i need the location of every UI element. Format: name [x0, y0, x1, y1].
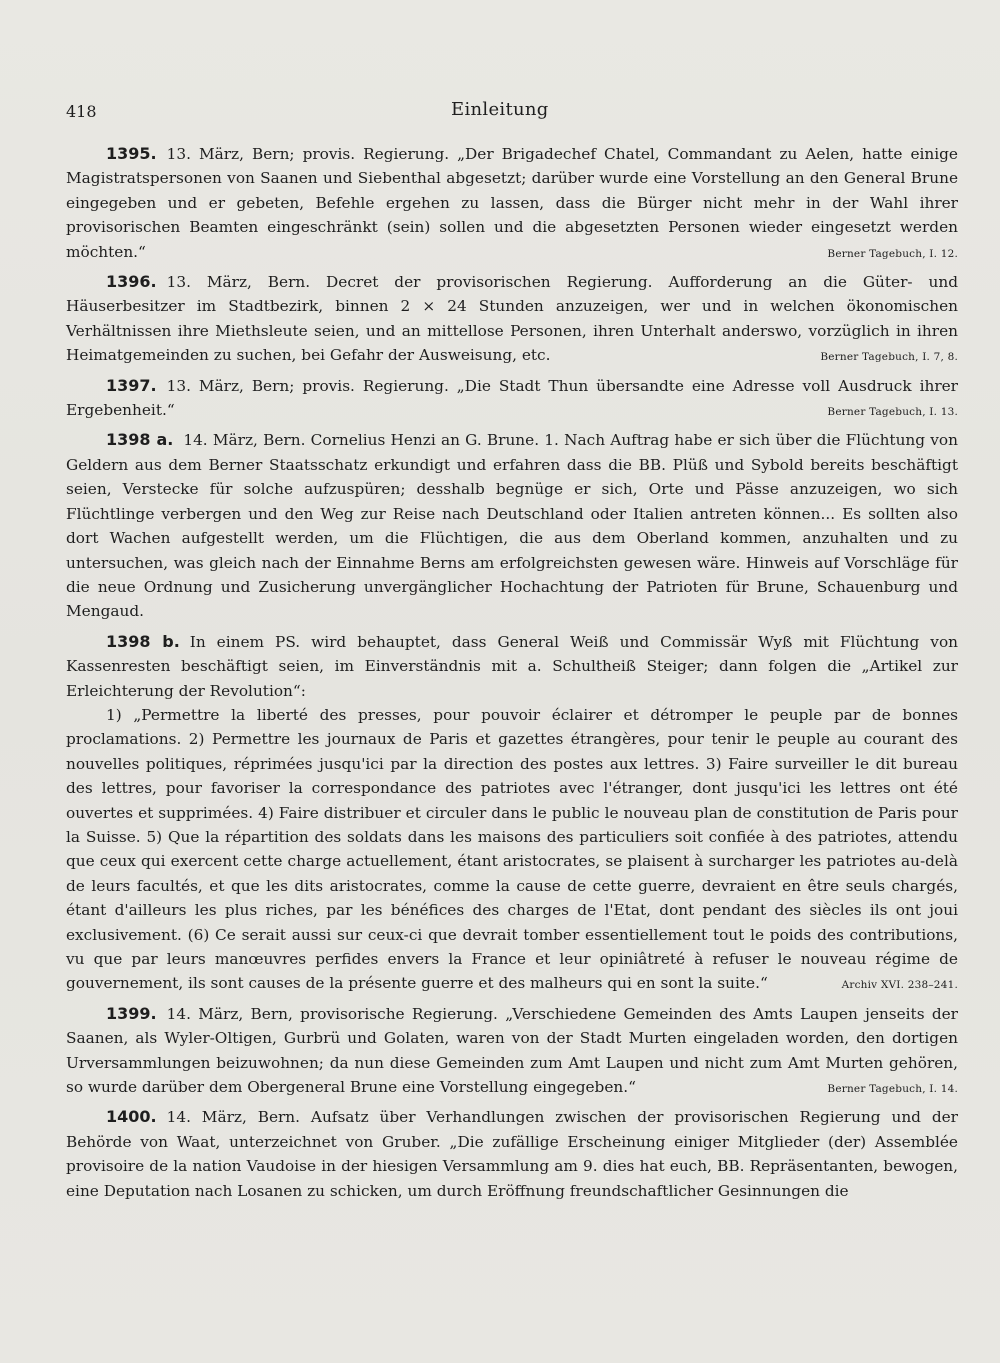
- entry-1396: [66, 270, 958, 368]
- entry-text: In einem PS. wird behauptet, dass General Weiß und Commissär Wyß mit Flüchtung von Kassenresten beschäftigt seien, im Einverständnis mit a. Schultheiß Steiger; dann folgen die „Artikel zur Erleichterung der Revolution“:: [66, 632, 958, 700]
- entry-text: 14. März, Bern. Aufsatz über Verhandlungen zwischen der provisorischen Regierung und der Behörde von Waat, unterzeichnet von Gruber. „Die zufällige Erscheinung einiger Mitglieder (der) Assemblée provisoire de la nation Vaudoise in der hiesigen Versammlung am 9. dies hat euch, BB. Repräsentanten, bewogen, eine Deputation nach Losanen zu schicken, um durch Eröffnung freundschaftlicher Gesinnungen die: [66, 1108, 958, 1200]
- entry-number: 1396.: [106, 272, 157, 292]
- entry-number: 1398 a.: [106, 430, 174, 450]
- page-content: [66, 142, 958, 1209]
- entry-text: 14. März, Bern. Cornelius Henzi an G. Brune. 1. Nach Auftrag habe er sich über die Flüchtung von Geldern aus dem Berner Staatsschatz erkundigt und erfahren dass die BB. Plüß und Sybold bereits beschäftigt seien, Verstecke für solche aufzuspüren; desshalb begnüge er sich, Orte und Pässe anzuzeigen, wo sich Flüchtlinge verbergen und den Weg zur Reise nach Deutschland oder Italien antreten können... Es sollten also dort Wachen aufgestellt werden, um die Flüchtigen, die aus dem Oberland kommen, anzuhalten und zu untersuchen, was gleich nach der Einnahme Berns am erfolgreichsten gewesen wäre. Hinweis auf Vorschläge für die neue Ordnung und Zusicherung unvergänglicher Hochachtung der Patrioten für Brune, Schauenburg und Mengaud.: [66, 431, 958, 621]
- articles-source: Archiv XVI. 238–241.: [841, 979, 958, 992]
- entry-1399: [66, 1002, 958, 1100]
- revolution-articles: [66, 703, 958, 996]
- entry-number: 1400.: [106, 1107, 157, 1127]
- entry-1397: [66, 374, 958, 423]
- entry-1398b: [66, 630, 958, 703]
- entry-source: Berner Tagebuch, I. 7, 8.: [820, 351, 958, 364]
- entry-text: 13. März, Bern; provis. Regierung. „Der Brigadechef Chatel, Commandant zu Aelen, hatte einige Magistratspersonen von Saanen und Siebenthal abgesetzt; darüber wurde eine Vorstellung an den General Brune eingegeben und er gebeten, Befehle ergehen zu lassen, dass die Bürger nicht mehr in der Wahl ihrer provisorischen Beamten eingeschränkt (sein) sollen und die abgesetzten Personen wieder eingesetzt werden möchten.“: [66, 145, 958, 261]
- entry-1400: [66, 1105, 958, 1203]
- entry-number: 1398 b.: [106, 631, 180, 651]
- entry-number: 1397.: [106, 375, 157, 395]
- entry-1398a: [66, 428, 958, 623]
- entry-number: 1395.: [106, 144, 157, 163]
- articles-text: 1) „Permettre la liberté des presses, pour pouvoir éclairer et détromper le peuple par de bonnes proclamations. 2) Permettre les journaux de Paris et gazettes étrangères, pour tenir le peuple au courant des nouvelles politiques, réprimées jusqu'ici par la direction des postes aux lettres. 3) Faire surveiller le dit bureau des lettres, pour favoriser la correspondance des patriotes avec l'étranger, dont jusqu'ici les lettres ont été ouvertes et supprimées. 4) Faire distribuer et circuler dans le public le nouveau plan de constitution de Paris pour la Suisse. 5) Que la répartition des soldats dans les maisons des particuliers soit confiée à des patriotes, attendu que ceux qui exercent cette charge actuellement, étant aristocrates, se plaisent à surcharger les patriotes au-delà de leurs facultés, et que les dits aristocrates, comme la cause de cette guerre, devraient en être seuls chargés, étant d'ailleurs les plus riches, par les bénéfices des charges de l'Etat, dont pendant des siècles ils ont joui exclusivement. (6) Ce serait aussi sur ceux-ci que devrait tomber essentiellement tout le poids des contributions, vu que par leurs manœuvres perfides envers la France et leur opiniâtreté à refuser le nouveau régime de gouvernement, ils sont causes de la présente guerre et des malheurs qui en sont la suite.“: [66, 705, 958, 993]
- entry-source: Berner Tagebuch, I. 12.: [827, 247, 958, 260]
- page-number: 418: [66, 102, 97, 121]
- entry-1395: [66, 142, 958, 264]
- entry-number: 1399.: [106, 1003, 157, 1023]
- entry-source: Berner Tagebuch, I. 13.: [827, 406, 958, 419]
- entry-text: 14. März, Bern, provisorische Regierung. „Verschiedene Gemeinden des Amts Laupen jenseits der Saanen, als Wyler-Oltigen, Gurbrü und Golaten, waren von der Stadt Murten eingeladen worden, den dortigen Urversammlungen beizuwohnen; da nun diese Gemeinden zum Amt Laupen und nicht zum Amt Murten gehören, so wurde darüber dem Obergeneral Brune eine Vorstellung eingegeben.“: [66, 1004, 958, 1097]
- page-header: [66, 99, 956, 128]
- entry-source: Berner Tagebuch, I. 14.: [827, 1083, 958, 1096]
- running-title: Einleitung: [451, 99, 549, 120]
- entry-text: 13. März, Bern; provis. Regierung. „Die Stadt Thun übersandte eine Adresse voll Ausdruck ihrer Ergebenheit.“: [66, 376, 958, 420]
- entry-text: 13. März, Bern. Decret der provisorischen Regierung. Aufforderung an die Güter- und Häuserbesitzer im Stadtbezirk, binnen 2 × 24 Stunden anzuzeigen, wer und in welchen ökonomischen Verhältnissen ihre Miethsleute seien, und an mittellose Personen, ihren Unterhalt anderswo, vorzüglich in ihren Heimatgemeinden zu suchen, bei Gefahr der Ausweisung, etc.: [66, 273, 958, 365]
